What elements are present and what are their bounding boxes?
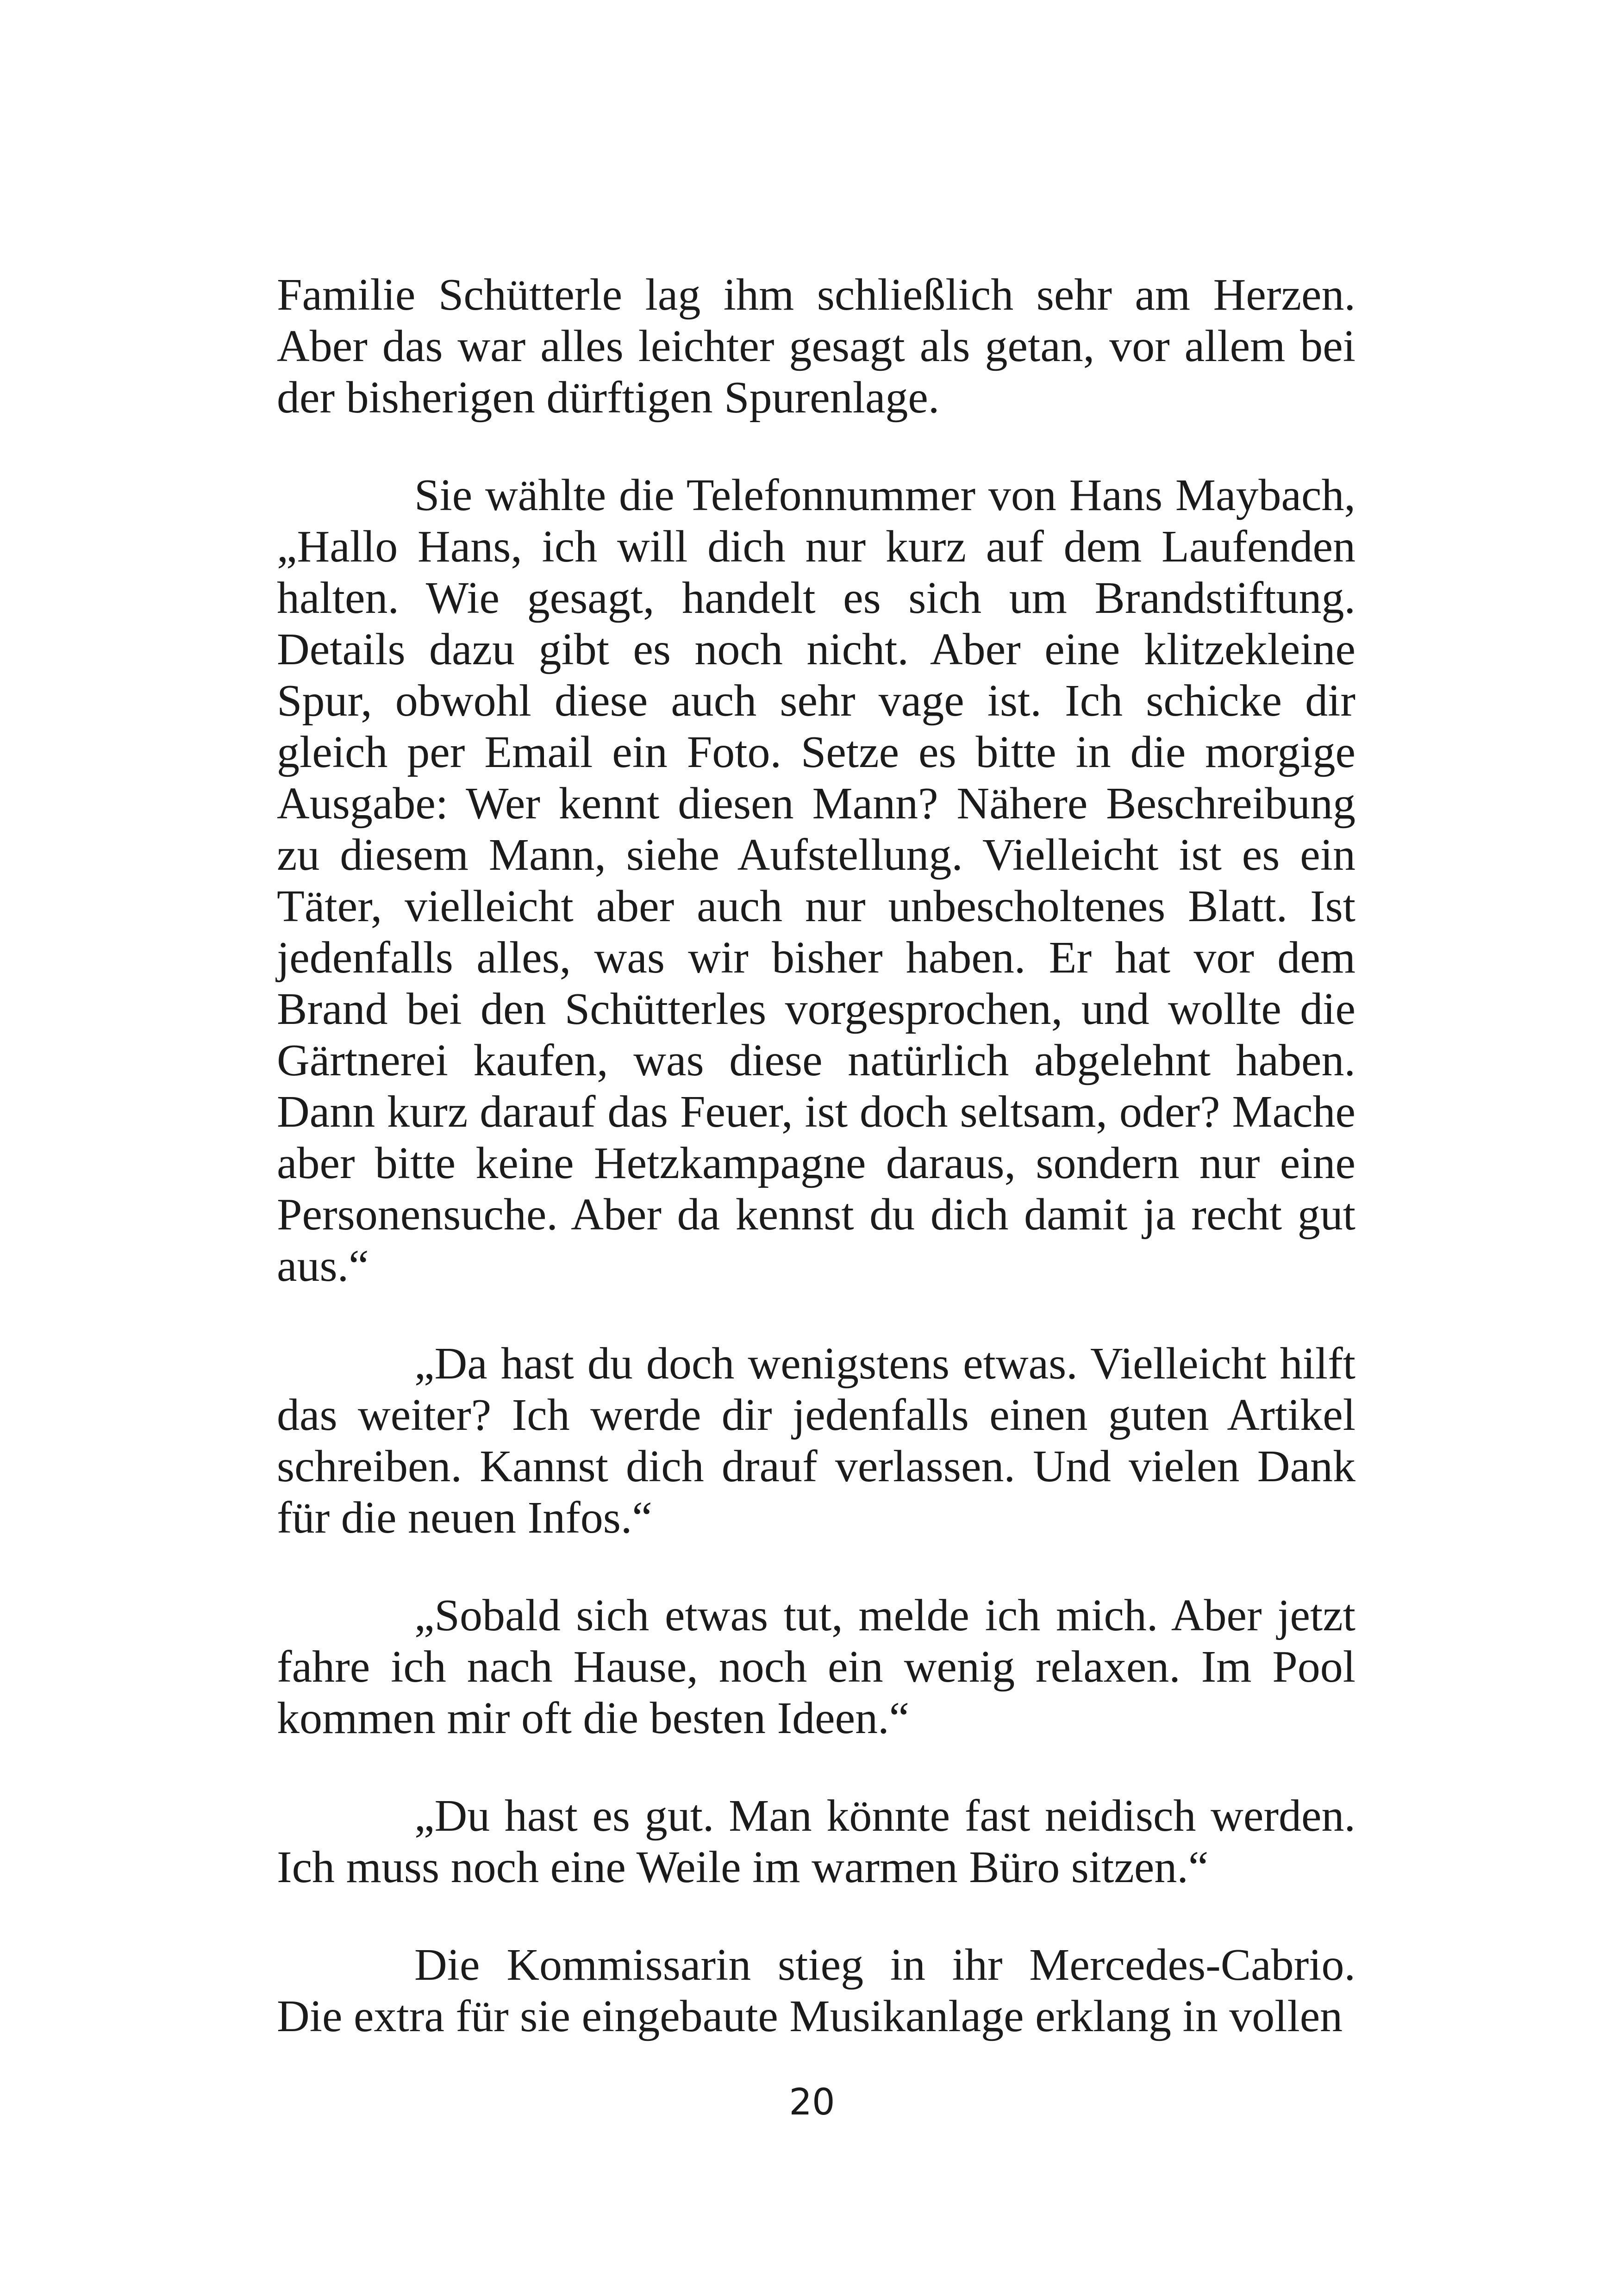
- paragraph-4: „Sobald sich etwas tut, melde ich mich. Aber jetzt fahre ich nach Hause, noch ein wenig relaxen. Im Pool kommen mir oft die besten Ideen.“: [277, 1590, 1355, 1743]
- paragraph-3: „Da hast du doch wenigstens etwas. Vielleicht hilft das weiter? Ich werde dir jedenfalls einen guten Artikel schreiben. Kannst dich drauf verlassen. Und vielen Dank für die neuen Infos.“: [277, 1339, 1355, 1543]
- paragraph-1: Familie Schütterle lag ihm schließlich sehr am Herzen. Aber das war alles leichter gesagt als getan, vor allem bei der bisherigen dürftigen Spurenlage.: [277, 270, 1355, 423]
- paragraph-6: Die Kommissarin stieg in ihr Mercedes-Cabrio. Die extra für sie eingebaute Musikanlage erklang in vollen: [277, 1940, 1355, 2041]
- page-body: [277, 269, 1355, 2042]
- paragraph-2: Sie wählte die Telefonnummer von Hans Maybach, „Hallo Hans, ich will dich nur kurz auf dem Laufenden halten. Wie gesagt, handelt es sich um Brandstiftung. Details dazu gibt es noch nicht. Aber eine klitzekleine Spur, obwohl diese auch sehr vage ist. Ich schicke dir gleich per Email ein Foto. Setze es bitte in die morgige Ausgabe: Wer kennt diesen Mann? Nähere Beschreibung zu diesem Mann, siehe Aufstellung. Vielleicht ist es ein Täter, vielleicht aber auch nur unbescholtenes Blatt. Ist jedenfalls alles, was wir bisher haben. Er hat vor dem Brand bei den Schütterles vorgesprochen, und wollte die Gärtnerei kaufen, was diese natürlich abgelehnt haben. Dann kurz darauf das Feuer, ist doch seltsam, oder? Mache aber bitte keine Hetzkampagne daraus, sondern nur eine Personensuche. Aber da kennst du dich damit ja recht gut aus.“: [277, 470, 1355, 1291]
- page-number: 20: [789, 2082, 835, 2123]
- paragraph-5: „Du hast es gut. Man könnte fast neidisch werden. Ich muss noch eine Weile im warmen Büro sitzen.“: [277, 1791, 1355, 1892]
